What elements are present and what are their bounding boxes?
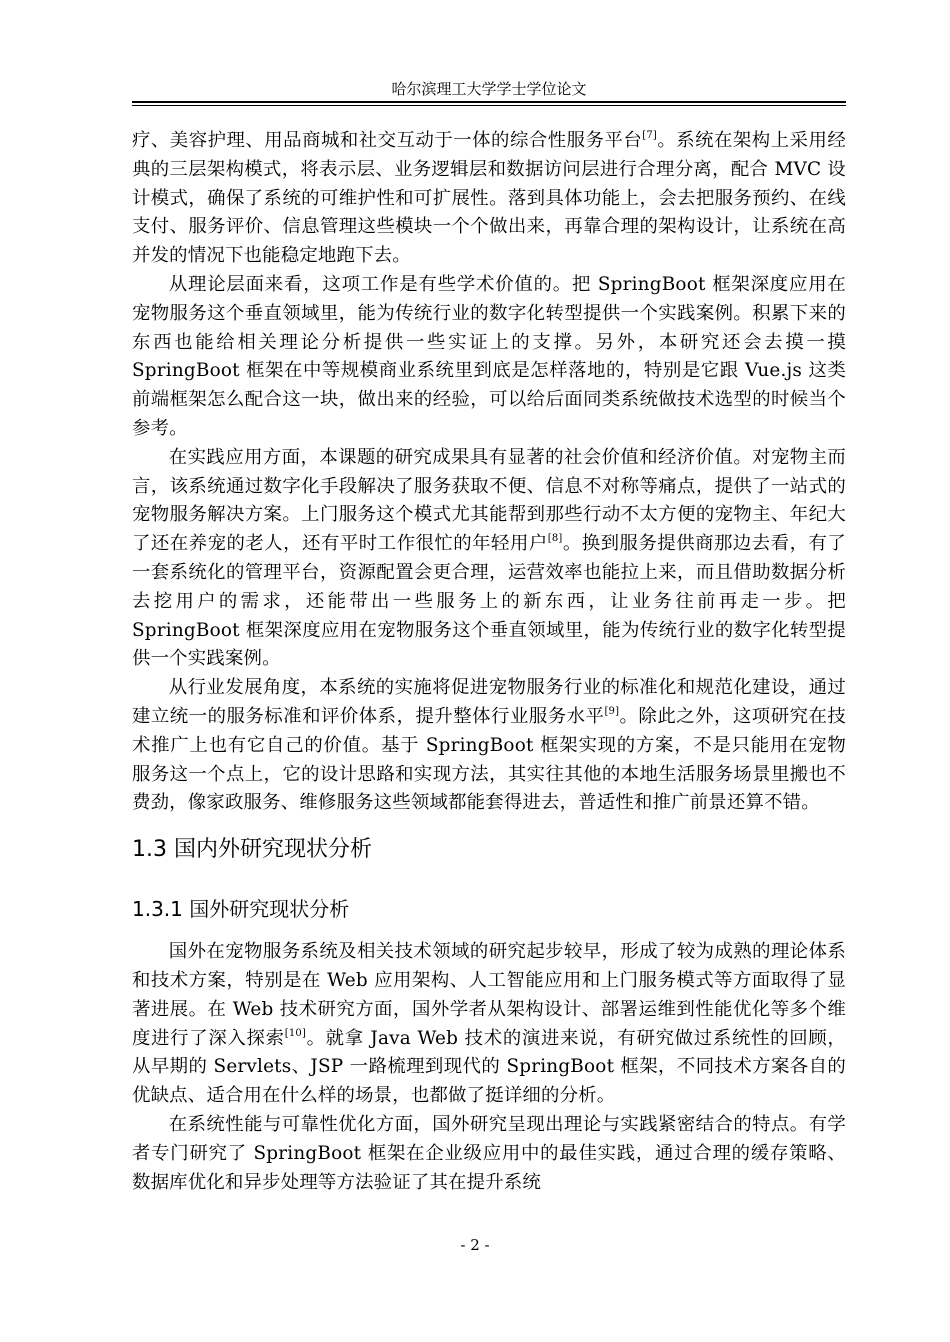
paragraph-1-text-a: 疗、美容护理、用品商城和社交互动于一体的综合性服务平台 [132,130,643,151]
citation-8: [8] [547,533,563,545]
paragraph-1-text-b: 。系统在架构上采用经典的三层架构模式，将表示层、业务逻辑层和数据访问层进行合理分离，配合 MVC 设计模式，确保了系统的可维护性和可扩展性。落到具体功能上，会去把服务预约、在线支付、服务评价、信息管理这些模块一个个做出来，再靠合理的架构设计，让系统在高并发的情况下也能稳定地跑下去。 [132,130,846,267]
subsection-heading: 1.3.1 国外研究现状分析 [132,897,350,922]
paragraph-3-text-b: 。换到服务提供商那边去看，有了一套系统化的管理平台，资源配置会更合理，运营效率也能拉上来，而且借助数据分析去挖用户的需求，还能带出一些服务上的新东西，让业务往前再走一步。把 SpringBoot 框架深度应用在宠物服务这个垂直领域里，能为传统行业的数字化转型提供一个实践案例。 [132,533,846,670]
paragraph-6: 在系统性能与可靠性优化方面，国外研究呈现出理论与实践紧密结合的特点。有学者专门研究了 SpringBoot 框架在企业级应用中的最佳实践，通过合理的缓存策略、数据库优化和异步处理等方法验证了其在提升系统 [132,1113,846,1193]
paragraph-5 [132,938,846,1111]
paragraph-3-text-a: 在实践应用方面，本课题的研究成果具有显著的社会价值和经济价值。对宠物主而言，该系统通过数字化手段解决了服务获取不便、信息不对称等痛点，提供了一站式的宠物服务解决方案。上门服务这个模式尤其能帮到那些行动不太方便的宠物主、年纪大了还在养宠的老人，还有平时工作很忙的年轻用户 [132,446,846,555]
paragraph-4-text-a: 从行业发展角度，本系统的实施将促进宠物服务行业的标准化和规范化建设，通过建立统一的服务标准和评价体系，提升整体行业服务水平 [132,677,846,727]
header-rule-thick [132,101,846,103]
paragraph-3 [132,444,846,674]
page-body [132,127,846,1197]
paragraph-5-text-a: 国外在宠物服务系统及相关技术领域的研究起步较早，形成了较为成熟的理论体系和技术方案，特别是在 Web 应用架构、人工智能应用和上门服务模式等方面取得了显著进展。在 Web 技术研究方面，国外学者从架构设计、部署运维到性能优化等多个维度进行了深入探索 [132,941,846,1049]
paragraph-4 [132,674,846,818]
citation-10: [10] [284,1027,307,1039]
page-number: - 2 - [460,1236,490,1254]
paragraph-4-text-b: 。除此之外，这项研究在技术推广上也有它自己的价值。基于 SpringBoot 框架实现的方案，不是只能用在宠物服务这一个点上，它的设计思路和实现方法，其实往其他的本地生活服务场景里搬也不费劲，像家政服务、维修服务这些领域都能套得进去，普适性和推广前景还算不错。 [132,705,846,814]
paragraph-1 [132,127,846,271]
paragraph-2: 从理论层面来看，这项工作是有些学术价值的。把 SpringBoot 框架深度应用在宠物服务这个垂直领域里，能为传统行业的数字化转型提供一个实践案例。积累下来的东西也能给相关理论分析提供一些实证上的支撑。另外，本研究还会去摸一摸 SpringBoot 框架在中等规模商业系统里到底是怎样落地的，特别是它跟 Vue.js 这类前端框架怎么配合这一块，做出来的经验，可以给后面同类系统做技术选型的时候当个参考。 [132,273,846,439]
running-header: 哈尔滨理工大学学士学位论文 [391,80,587,98]
citation-7: [7] [642,130,658,141]
header-rule-thin [132,105,846,106]
section-heading: 1.3 国内外研究现状分析 [132,837,372,863]
citation-9: [9] [604,705,620,717]
paragraph-5-text-b: 。就拿 Java Web 技术的演进来说，有研究做过系统性的回顾，从早期的 Servlets、JSP 一路梳理到现代的 SpringBoot 框架，不同技术方案各自的优缺点、适合用在什么样的场景，也都做了挺详细的分析。 [132,1027,846,1107]
